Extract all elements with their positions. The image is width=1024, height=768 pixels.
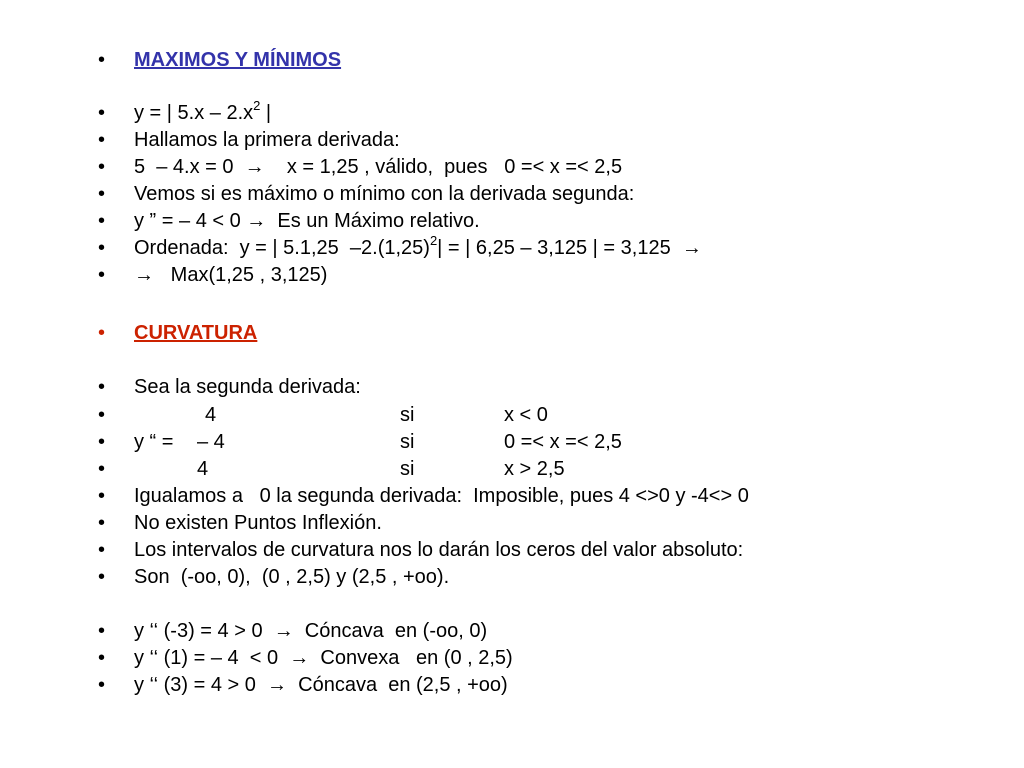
piecewise-value: 4 <box>197 458 209 480</box>
first-derivative-line: Hallamos la primera derivada: <box>134 129 400 151</box>
second-derivative-check-line: Vemos si es máximo o mínimo con la derivada segunda: <box>134 183 635 205</box>
list-item <box>0 509 1024 537</box>
piecewise-row <box>0 401 1024 429</box>
list-item <box>0 46 1024 74</box>
second-derivative-intro-line: Sea la segunda derivada: <box>134 376 361 398</box>
second-derivative-value-line: y ” = – 4 < 0 → Es un Máximo relativo. <box>134 210 480 232</box>
heading-maximos-minimos: MAXIMOS Y MÍNIMOS <box>134 49 342 71</box>
bullet: • <box>98 156 106 178</box>
list-item <box>0 126 1024 154</box>
maximum-point-line: → Max(1,25 , 3,125) <box>134 264 328 286</box>
bullet: • <box>98 566 106 588</box>
function-definition: y = | $5.x - 2.x^2$ | <box>134 98 272 124</box>
bullet: • <box>98 129 106 151</box>
test-point-line: y ‘‘ (3) = 4 > 0 → Cóncava en (2,5 , +oo) <box>134 674 508 696</box>
bullet: • <box>98 183 106 205</box>
list-item <box>0 180 1024 208</box>
piecewise-condition: x > 2,5 <box>504 458 565 480</box>
root-line: 5 – 4.x = 0 → x = 1,25 , válido, pues 0 =< x =< 2,5 <box>134 156 623 178</box>
bullet: • <box>98 404 106 426</box>
list-item <box>0 261 1024 289</box>
list-item <box>0 563 1024 591</box>
list-item <box>0 99 1024 127</box>
piecewise-condition: 0 =< x =< 2,5 <box>504 431 622 453</box>
equal-zero-line: Igualamos a 0 la segunda derivada: Imposible, pues 4 <>0 y -4<> 0 <box>134 485 749 507</box>
piecewise-row <box>0 428 1024 456</box>
ordinate-line: Ordenada: y = | 5.1,25 $-2.(1,25)^2|$ = | 6,25 – 3,125 | = 3,125 → <box>134 233 702 259</box>
bullet: • <box>98 431 106 453</box>
piecewise-label: y “ = <box>134 431 174 453</box>
bullet: • <box>98 322 106 344</box>
piecewise-condition: x < 0 <box>504 404 548 426</box>
bullet: • <box>98 512 106 534</box>
intervals-line: Los intervalos de curvatura nos lo darán los ceros del valor absoluto: <box>134 539 744 561</box>
list-item <box>0 617 1024 645</box>
test-point-line: y ‘‘ (-3) = 4 > 0 → Cóncava en (-oo, 0) <box>134 620 488 642</box>
bullet: • <box>98 458 106 480</box>
bullet: • <box>98 237 106 259</box>
bullet: • <box>98 674 106 696</box>
bullet: • <box>98 49 106 71</box>
piecewise-row <box>0 455 1024 483</box>
piecewise-value: – 4 <box>197 431 225 453</box>
list-item <box>0 234 1024 262</box>
bullet: • <box>98 210 106 232</box>
intervals-list-line: Son (-oo, 0), (0 , 2,5) y (2,5 , +oo). <box>134 566 450 588</box>
list-item <box>0 536 1024 564</box>
list-item <box>0 207 1024 235</box>
list-item <box>0 671 1024 699</box>
bullet: • <box>98 647 106 669</box>
piecewise-si: si <box>400 404 415 426</box>
piecewise-value: 4 <box>205 404 217 426</box>
no-inflection-line: No existen Puntos Inflexión. <box>134 512 382 534</box>
bullet: • <box>98 620 106 642</box>
bullet: • <box>98 539 106 561</box>
list-item <box>0 482 1024 510</box>
bullet: • <box>98 485 106 507</box>
bullet: • <box>98 376 106 398</box>
list-item <box>0 644 1024 672</box>
list-item <box>0 319 1024 347</box>
test-point-line: y ‘‘ (1) = – 4 < 0 → Convexa en (0 , 2,5) <box>134 647 513 669</box>
list-item <box>0 153 1024 181</box>
piecewise-si: si <box>400 458 415 480</box>
bullet: • <box>98 264 106 286</box>
piecewise-si: si <box>400 431 415 453</box>
heading-curvatura: CURVATURA <box>134 322 258 344</box>
list-item <box>0 373 1024 401</box>
bullet: • <box>98 102 106 124</box>
